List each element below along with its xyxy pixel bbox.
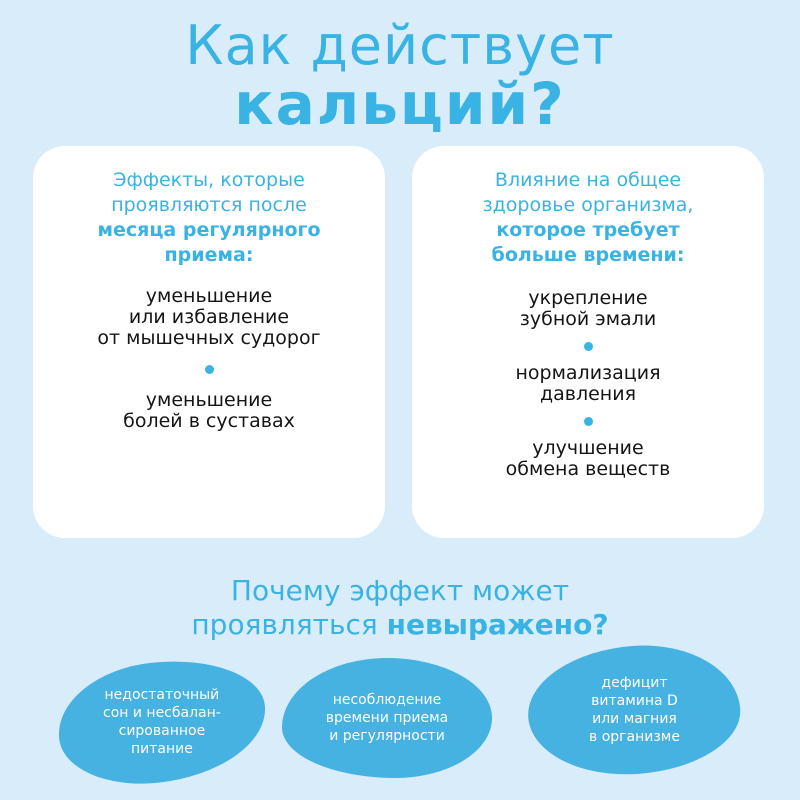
list-item: уменьшение болей в суставах	[123, 389, 295, 432]
question-line-2-bold: невыражено?	[386, 608, 609, 641]
card-right-heading-light: Влияние на общее здоровье организма,	[482, 169, 694, 216]
bullet-dot	[584, 417, 593, 426]
list-item: улучшение обмена веществ	[505, 437, 671, 480]
reason-text: дефицит витамина D или магния в организме	[588, 675, 680, 745]
reason-blob-vitamin-deficit	[524, 639, 744, 781]
reason-text: несоблюдение времени приема и регулярности	[325, 692, 449, 744]
list-item: укрепление зубной эмали	[519, 287, 657, 330]
reason-text: недостаточный сон и несбалан- сированное питание	[103, 687, 221, 758]
card-right-list	[412, 288, 764, 480]
list-item: уменьшение или избавление от мышечных судорог	[97, 285, 321, 349]
reason-blob-irregular-intake	[282, 658, 492, 778]
bullet-dot	[205, 365, 214, 374]
question-line-1: Почему эффект может	[230, 574, 570, 607]
card-left-heading-light: Эффекты, которые проявляются после	[111, 169, 307, 216]
card-left-heading	[33, 168, 385, 268]
title-line-1: Как действует	[185, 14, 615, 77]
title-line-2: кальций?	[234, 70, 566, 138]
card-long-term-effects	[412, 146, 764, 538]
question-line-2	[0, 608, 800, 642]
card-left-list	[33, 286, 385, 432]
card-short-term-effects	[33, 146, 385, 538]
reason-blob-sleep-nutrition	[52, 651, 271, 792]
list-item: нормализация давления	[515, 362, 661, 405]
question-line-2-plain: проявляться	[191, 608, 387, 641]
card-left-heading-bold: месяца регулярного приема:	[97, 219, 321, 266]
card-right-heading-bold: которое требует больше времени:	[491, 219, 685, 266]
bullet-dot	[584, 342, 593, 351]
card-right-heading	[412, 168, 764, 268]
